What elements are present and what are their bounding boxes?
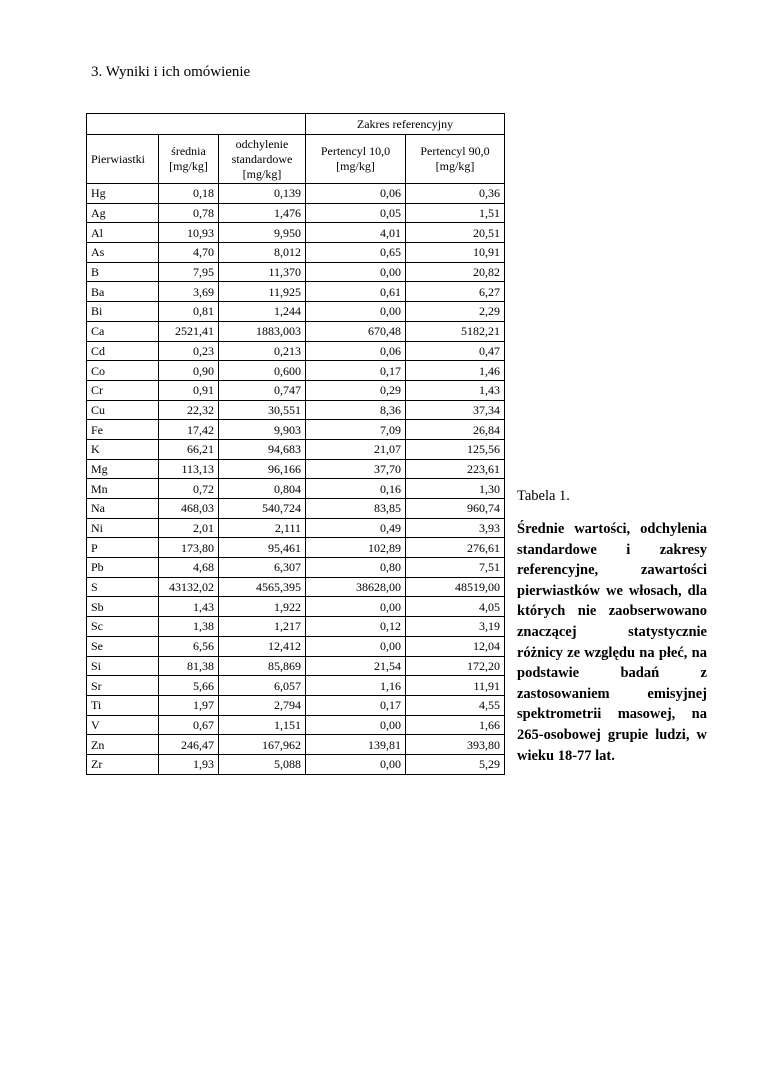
mean-cell: 22,32: [159, 400, 219, 420]
table-row: [87, 695, 505, 715]
table-row: [87, 499, 505, 519]
p10-cell: 0,00: [306, 636, 406, 656]
empty-header-cell: [87, 114, 306, 135]
table-row: [87, 262, 505, 282]
p10-cell: 0,00: [306, 302, 406, 322]
p90-cell: 4,05: [406, 597, 505, 617]
p10-cell: 0,61: [306, 282, 406, 302]
p90-cell: 1,51: [406, 203, 505, 223]
table-group-header-row: [87, 114, 505, 135]
sd-cell: 4565,395: [219, 577, 306, 597]
element-cell: Ag: [87, 203, 159, 223]
p10-cell: 102,89: [306, 538, 406, 558]
p10-cell: 0,80: [306, 558, 406, 578]
sd-cell: 540,724: [219, 499, 306, 519]
p10-cell: 83,85: [306, 499, 406, 519]
element-cell: Ni: [87, 518, 159, 538]
header-mean: średnia [mg/kg]: [159, 135, 219, 184]
sd-cell: 0,139: [219, 184, 306, 204]
element-cell: Se: [87, 636, 159, 656]
element-cell: Ti: [87, 695, 159, 715]
p90-cell: 172,20: [406, 656, 505, 676]
element-cell: Na: [87, 499, 159, 519]
table-row: [87, 420, 505, 440]
p90-cell: 1,66: [406, 715, 505, 735]
mean-cell: 0,67: [159, 715, 219, 735]
element-cell: Ba: [87, 282, 159, 302]
sd-cell: 6,057: [219, 676, 306, 696]
p90-cell: 48519,00: [406, 577, 505, 597]
element-cell: Cd: [87, 341, 159, 361]
p90-cell: 960,74: [406, 499, 505, 519]
p90-cell: 1,30: [406, 479, 505, 499]
p10-cell: 0,00: [306, 262, 406, 282]
mean-cell: 10,93: [159, 223, 219, 243]
p90-cell: 3,19: [406, 617, 505, 637]
mean-cell: 4,70: [159, 243, 219, 263]
p90-cell: 10,91: [406, 243, 505, 263]
p90-cell: 37,34: [406, 400, 505, 420]
table-row: [87, 361, 505, 381]
mean-cell: 0,91: [159, 380, 219, 400]
sd-cell: 2,794: [219, 695, 306, 715]
element-cell: Sb: [87, 597, 159, 617]
sd-cell: 30,551: [219, 400, 306, 420]
sd-cell: 9,950: [219, 223, 306, 243]
mean-cell: 5,66: [159, 676, 219, 696]
sd-cell: 96,166: [219, 459, 306, 479]
element-cell: V: [87, 715, 159, 735]
sd-cell: 0,747: [219, 380, 306, 400]
sd-cell: 1,217: [219, 617, 306, 637]
table-column-header-row: [87, 135, 505, 184]
p90-cell: 20,82: [406, 262, 505, 282]
p90-cell: 1,46: [406, 361, 505, 381]
table-row: [87, 636, 505, 656]
p10-cell: 21,54: [306, 656, 406, 676]
element-cell: Cr: [87, 380, 159, 400]
mean-cell: 7,95: [159, 262, 219, 282]
p90-cell: 3,93: [406, 518, 505, 538]
sd-cell: 1,922: [219, 597, 306, 617]
sd-cell: 1,244: [219, 302, 306, 322]
p10-cell: 7,09: [306, 420, 406, 440]
sd-cell: 0,600: [219, 361, 306, 381]
element-cell: Fe: [87, 420, 159, 440]
table-row: [87, 735, 505, 755]
sd-cell: 94,683: [219, 439, 306, 459]
header-element: Pierwiastki: [87, 135, 159, 184]
results-table-container: [86, 113, 505, 775]
p90-cell: 393,80: [406, 735, 505, 755]
table-row: [87, 538, 505, 558]
mean-cell: 3,69: [159, 282, 219, 302]
p90-cell: 12,04: [406, 636, 505, 656]
table-row: [87, 243, 505, 263]
table-row: [87, 341, 505, 361]
table-row: [87, 203, 505, 223]
table-caption: [517, 488, 707, 766]
p10-cell: 8,36: [306, 400, 406, 420]
table-row: [87, 715, 505, 735]
p90-cell: 2,29: [406, 302, 505, 322]
mean-cell: 173,80: [159, 538, 219, 558]
mean-cell: 43132,02: [159, 577, 219, 597]
mean-cell: 0,72: [159, 479, 219, 499]
element-cell: Bi: [87, 302, 159, 322]
p90-cell: 1,43: [406, 380, 505, 400]
element-cell: Pb: [87, 558, 159, 578]
results-table: [86, 113, 505, 775]
sd-cell: 1883,003: [219, 321, 306, 341]
table-row: [87, 597, 505, 617]
table-row: [87, 439, 505, 459]
element-cell: Ca: [87, 321, 159, 341]
p10-cell: 0,12: [306, 617, 406, 637]
mean-cell: 17,42: [159, 420, 219, 440]
p90-cell: 5182,21: [406, 321, 505, 341]
mean-cell: 66,21: [159, 439, 219, 459]
mean-cell: 0,78: [159, 203, 219, 223]
sd-cell: 0,213: [219, 341, 306, 361]
sd-cell: 6,307: [219, 558, 306, 578]
mean-cell: 0,23: [159, 341, 219, 361]
sd-cell: 2,111: [219, 518, 306, 538]
p90-cell: 11,91: [406, 676, 505, 696]
p90-cell: 0,47: [406, 341, 505, 361]
mean-cell: 0,81: [159, 302, 219, 322]
p90-cell: 26,84: [406, 420, 505, 440]
p10-cell: 38628,00: [306, 577, 406, 597]
table-row: [87, 479, 505, 499]
element-cell: Mg: [87, 459, 159, 479]
mean-cell: 4,68: [159, 558, 219, 578]
table-row: [87, 282, 505, 302]
table-row: [87, 223, 505, 243]
mean-cell: 1,93: [159, 754, 219, 774]
sd-cell: 12,412: [219, 636, 306, 656]
mean-cell: 2,01: [159, 518, 219, 538]
p10-cell: 0,00: [306, 754, 406, 774]
table-body: [87, 184, 505, 775]
element-cell: S: [87, 577, 159, 597]
mean-cell: 2521,41: [159, 321, 219, 341]
reference-range-header: Zakres referencyjny: [306, 114, 505, 135]
p10-cell: 670,48: [306, 321, 406, 341]
element-cell: Cu: [87, 400, 159, 420]
p90-cell: 125,56: [406, 439, 505, 459]
sd-cell: 1,151: [219, 715, 306, 735]
element-cell: Sc: [87, 617, 159, 637]
sd-cell: 11,370: [219, 262, 306, 282]
sd-cell: 8,012: [219, 243, 306, 263]
section-heading: 3. Wyniki i ich omówienie: [91, 64, 251, 80]
p90-cell: 0,36: [406, 184, 505, 204]
table-row: [87, 656, 505, 676]
sd-cell: 85,869: [219, 656, 306, 676]
table-row: [87, 380, 505, 400]
p90-cell: 5,29: [406, 754, 505, 774]
sd-cell: 95,461: [219, 538, 306, 558]
table-row: [87, 558, 505, 578]
p10-cell: 0,17: [306, 361, 406, 381]
element-cell: K: [87, 439, 159, 459]
element-cell: Mn: [87, 479, 159, 499]
p10-cell: 0,16: [306, 479, 406, 499]
element-cell: Zn: [87, 735, 159, 755]
element-cell: Al: [87, 223, 159, 243]
sd-cell: 167,962: [219, 735, 306, 755]
p10-cell: 21,07: [306, 439, 406, 459]
element-cell: Co: [87, 361, 159, 381]
header-p10: Pertencyl 10,0 [mg/kg]: [306, 135, 406, 184]
mean-cell: 1,43: [159, 597, 219, 617]
p10-cell: 0,06: [306, 341, 406, 361]
table-row: [87, 321, 505, 341]
p10-cell: 0,00: [306, 597, 406, 617]
mean-cell: 81,38: [159, 656, 219, 676]
header-sd: odchylenie standardowe [mg/kg]: [219, 135, 306, 184]
table-row: [87, 754, 505, 774]
mean-cell: 1,97: [159, 695, 219, 715]
mean-cell: 468,03: [159, 499, 219, 519]
mean-cell: 1,38: [159, 617, 219, 637]
table-row: [87, 617, 505, 637]
element-cell: B: [87, 262, 159, 282]
element-cell: Si: [87, 656, 159, 676]
table-row: [87, 676, 505, 696]
header-p90: Pertencyl 90,0 [mg/kg]: [406, 135, 505, 184]
mean-cell: 113,13: [159, 459, 219, 479]
mean-cell: 246,47: [159, 735, 219, 755]
p10-cell: 0,29: [306, 380, 406, 400]
p10-cell: 0,06: [306, 184, 406, 204]
p10-cell: 0,05: [306, 203, 406, 223]
element-cell: As: [87, 243, 159, 263]
element-cell: Zr: [87, 754, 159, 774]
p90-cell: 276,61: [406, 538, 505, 558]
element-cell: P: [87, 538, 159, 558]
p90-cell: 20,51: [406, 223, 505, 243]
p90-cell: 6,27: [406, 282, 505, 302]
sd-cell: 11,925: [219, 282, 306, 302]
table-row: [87, 518, 505, 538]
sd-cell: 5,088: [219, 754, 306, 774]
table-row: [87, 459, 505, 479]
p10-cell: 0,00: [306, 715, 406, 735]
table-row: [87, 577, 505, 597]
p10-cell: 0,65: [306, 243, 406, 263]
mean-cell: 6,56: [159, 636, 219, 656]
p10-cell: 37,70: [306, 459, 406, 479]
p10-cell: 1,16: [306, 676, 406, 696]
mean-cell: 0,18: [159, 184, 219, 204]
table-row: [87, 400, 505, 420]
table-row: [87, 184, 505, 204]
p10-cell: 0,17: [306, 695, 406, 715]
element-cell: Sr: [87, 676, 159, 696]
p10-cell: 139,81: [306, 735, 406, 755]
p90-cell: 4,55: [406, 695, 505, 715]
p10-cell: 0,49: [306, 518, 406, 538]
p90-cell: 223,61: [406, 459, 505, 479]
sd-cell: 1,476: [219, 203, 306, 223]
p90-cell: 7,51: [406, 558, 505, 578]
caption-label: Tabela 1.: [517, 488, 570, 504]
mean-cell: 0,90: [159, 361, 219, 381]
sd-cell: 9,903: [219, 420, 306, 440]
sd-cell: 0,804: [219, 479, 306, 499]
caption-text: Średnie wartości, odchylenia standardowe i zakresy referencyjne, zawartości pierwiastków we włosach, dla których nie zaobserwowano znaczącej statystycznie różnicy ze względu na płeć, na podstawie badań z zastosowaniem emisyjnej spektrometrii masowej, na 265-osobowej grupie ludzi, w wieku 18-77 lat.: [517, 521, 707, 764]
table-row: [87, 302, 505, 322]
p10-cell: 4,01: [306, 223, 406, 243]
element-cell: Hg: [87, 184, 159, 204]
